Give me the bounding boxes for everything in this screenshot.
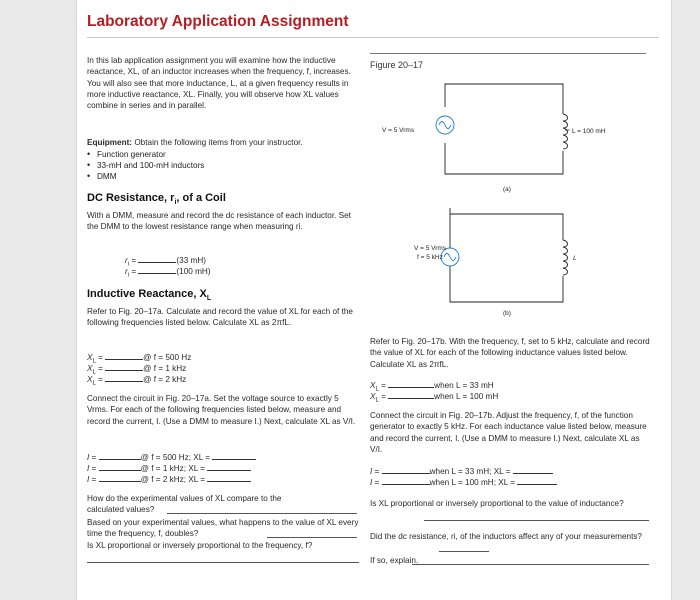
question-1: How do the experimental values of XL compare to the calculated values? [87, 494, 282, 515]
fig-b-text: Refer to Fig. 20–17b. With the frequency, f, set to 5 kHz, calculate and record the value of XL for each of the following inductance values listed below. Calculate XL as 2πfL. [370, 337, 650, 369]
ri-blank[interactable] [138, 254, 176, 263]
answer-line[interactable] [267, 537, 357, 538]
voltage-label-a: V = 5 Vrms [382, 127, 415, 134]
dc-resistance-heading: DC Resistance, $r_i$, of a Coil [87, 192, 226, 207]
ri-blank[interactable] [138, 265, 176, 274]
frequency-label-b: f = 5 kHz [417, 254, 443, 261]
worksheet-page [76, 0, 672, 600]
equipment-item: • DMM [87, 171, 117, 182]
circuit-b [450, 208, 568, 302]
current-inductance-row: I = when L = 33 mH; XL = [370, 465, 553, 477]
equipment-line [87, 137, 367, 148]
equipment-text: Obtain the following items from your instructor. [134, 138, 303, 147]
title-divider [87, 37, 659, 38]
caption-b: (b) [503, 310, 511, 317]
equipment-item: • Function generator [87, 149, 166, 160]
question-3: Is XL proportional or inversely proportional to the frequency, f? [87, 541, 313, 550]
answer-line[interactable] [412, 564, 649, 565]
ri-row: $r_i = (100$ mH) [125, 267, 211, 279]
current-inductance-row: I = when L = 100 mH; XL = [370, 476, 557, 488]
equipment-item: • 33-mH and 100-mH inductors [87, 160, 204, 171]
fig-b-connect-text: Connect the circuit in Fig. 20–17b. Adjust the frequency, f, of the function generator to exactly 5 kHz. For each inductance value listed below, measure and record the current, I. (Use a DMM to measure I.) Next, calculate XL as V/I. [370, 411, 647, 454]
current-row: I = @ f = 2 kHz; XL = [87, 473, 251, 485]
ac-source-icon [436, 116, 454, 134]
question-5: Did the dc resistance, ri, of the inductors affect any of your measurements? [370, 532, 642, 541]
circuit-diagram [370, 70, 650, 320]
xl-freq-row: $X_L$ = @ f = 500 Hz [87, 353, 192, 365]
answer-line[interactable] [424, 520, 649, 521]
xl-freq-row: $X_L$ = @ f = 2 kHz [87, 375, 187, 387]
figure-divider [370, 53, 646, 54]
current-row: I = @ f = 1 kHz; XL = [87, 462, 251, 474]
question-4: Is XL proportional or inversely proportional to the value of inductance? [370, 499, 624, 508]
inductor-label-b: L [573, 255, 577, 262]
circuit-a [445, 84, 568, 174]
xl-inductance-row: $X_L$ = when L = 33 mH [370, 381, 494, 393]
caption-a: (a) [503, 186, 511, 193]
question-2: Based on your experimental values, what happens to the value of XL every time the frequency, f, doubles? [87, 518, 359, 539]
answer-line[interactable] [167, 513, 357, 514]
dc-resistance-text: With a DMM, measure and record the dc resistance of each inductor. Set the DMM to the lowest resistance range when measuring ri. [87, 211, 351, 232]
intro-paragraph: In this lab application assignment you will examine how the inductive reactance, XL, of an inductor increases when the frequency, f, increases. You will also see that more inductance, L, at a given frequency results in more inductive reactance, XL. Finally, you will observe how XL values combine in series and in parallel. [87, 56, 351, 111]
connect-circuit-text: Connect the circuit in Fig. 20–17a. Set the voltage source to exactly 5 Vrms. For each of the following frequencies listed below, measure and record the current, I. (Use a DMM to measure I.) Next, calculate XL as V/I. [87, 394, 356, 426]
voltage-label-b: V = 5 Vrms [414, 245, 447, 252]
xl-inductance-row: $X_L$ = when L = 100 mH [370, 392, 499, 404]
inductive-reactance-heading: Inductive Reactance, $X_L$ [87, 288, 212, 303]
xl-freq-row: $X_L$ = @ f = 1 kHz [87, 364, 187, 376]
inductor-label-a: L = 100 mH [572, 128, 606, 135]
equipment-label: Equipment: [87, 138, 133, 147]
answer-line[interactable] [439, 551, 489, 552]
answer-line[interactable] [87, 562, 359, 563]
inductive-reactance-text: Refer to Fig. 20–17a. Calculate and record the value of XL for each of the following frequencies listed below. Calculate XL as 2πfL. [87, 307, 353, 328]
ri-row: $r_i = (33$ mH) [125, 256, 206, 268]
figure-title: Figure 20–17 [370, 60, 424, 70]
page-title: Laboratory Application Assignment [87, 13, 349, 30]
question-6: If so, explain. [370, 556, 419, 565]
current-row: I = @ f = 500 Hz; XL = [87, 451, 256, 463]
